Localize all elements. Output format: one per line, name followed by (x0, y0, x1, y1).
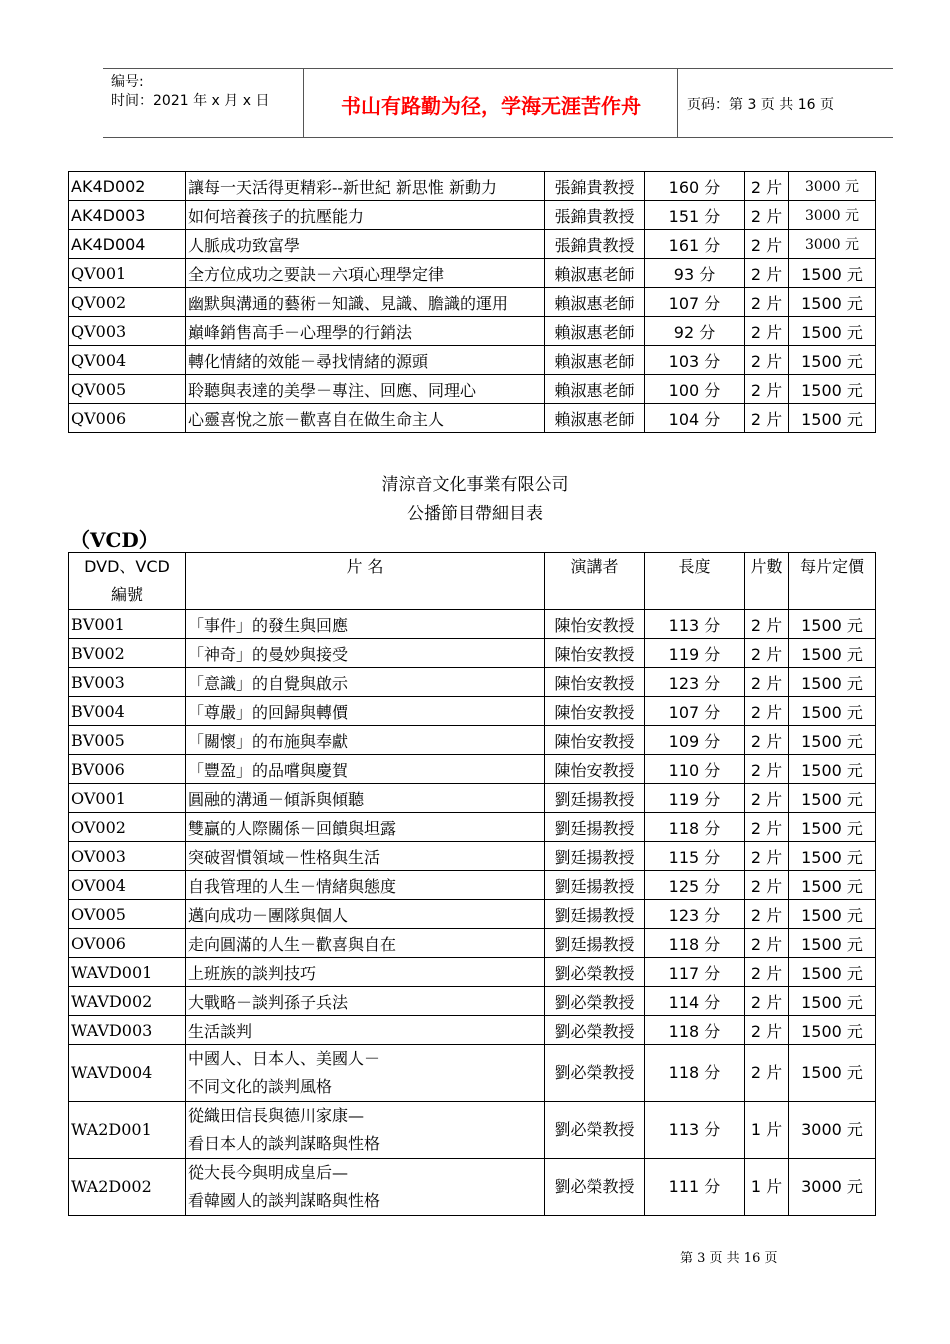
cell-code: OV005 (69, 900, 186, 929)
vcd-program-table (68, 552, 876, 1216)
cell-count: 2 片 (745, 172, 789, 201)
cell-count: 2 片 (745, 404, 789, 433)
cell-speaker: 賴淑惠老師 (545, 259, 645, 288)
cell-speaker: 張錦貴教授 (545, 172, 645, 201)
cell-length: 119 分 (645, 639, 745, 668)
cell-count: 2 片 (745, 230, 789, 259)
cell-count: 2 片 (745, 375, 789, 404)
cell-code: QV003 (69, 317, 186, 346)
table-row (69, 813, 876, 842)
table-row (69, 1102, 876, 1159)
cell-title: 從大長今與明成皇后— 看韓國人的談判謀略與性格 (186, 1159, 545, 1216)
cell-price: 1500 元 (789, 755, 876, 784)
cell-length: 107 分 (645, 697, 745, 726)
cell-price: 1500 元 (789, 668, 876, 697)
cell-count: 2 片 (745, 987, 789, 1016)
cell-length: 118 分 (645, 929, 745, 958)
cell-count: 2 片 (745, 813, 789, 842)
program-table-continued (68, 171, 876, 433)
cell-count: 2 片 (745, 929, 789, 958)
number-label: 编号: (111, 74, 144, 90)
cell-price: 1500 元 (789, 259, 876, 288)
table-row (69, 842, 876, 871)
cell-price: 3000 元 (789, 230, 876, 259)
cell-title: 上班族的談判技巧 (186, 958, 545, 987)
cell-price: 1500 元 (789, 900, 876, 929)
cell-price: 1500 元 (789, 610, 876, 639)
cell-speaker: 劉廷揚教授 (545, 900, 645, 929)
cell-count: 2 片 (745, 842, 789, 871)
company-name: 清涼音文化事業有限公司 (381, 475, 569, 495)
header-divider (677, 69, 678, 137)
table-row (69, 230, 876, 259)
table-row (69, 987, 876, 1016)
header-meta (111, 73, 269, 111)
cell-count: 2 片 (745, 639, 789, 668)
cell-speaker: 劉廷揚教授 (545, 813, 645, 842)
cell-length: 109 分 (645, 726, 745, 755)
cell-price: 1500 元 (789, 1016, 876, 1045)
cell-length: 110 分 (645, 755, 745, 784)
cell-title: 「關懷」的布施與奉獻 (186, 726, 545, 755)
cell-count: 2 片 (745, 259, 789, 288)
cell-length: 125 分 (645, 871, 745, 900)
cell-title: 雙贏的人際關係－回饋與坦露 (186, 813, 545, 842)
cell-code: BV004 (69, 697, 186, 726)
cell-title: 「事件」的發生與回應 (186, 610, 545, 639)
cell-code: WAVD003 (69, 1016, 186, 1045)
cell-code: WAVD004 (69, 1045, 186, 1102)
table-row (69, 755, 876, 784)
header-code: DVD、VCD 編號 (69, 553, 186, 610)
cell-code: BV003 (69, 668, 186, 697)
cell-title: 讓每一天活得更精彩--新世紀 新思惟 新動力 (186, 172, 545, 201)
cell-speaker: 賴淑惠老師 (545, 404, 645, 433)
cell-title: 如何培養孩子的抗壓能力 (186, 201, 545, 230)
cell-price: 1500 元 (789, 375, 876, 404)
cell-speaker: 陳怡安教授 (545, 610, 645, 639)
cell-speaker: 陳怡安教授 (545, 668, 645, 697)
table-row (69, 639, 876, 668)
cell-title: 巔峰銷售高手－心理學的行銷法 (186, 317, 545, 346)
cell-code: BV005 (69, 726, 186, 755)
cell-code: BV001 (69, 610, 186, 639)
cell-speaker: 劉必榮教授 (545, 1016, 645, 1045)
cell-code: AK4D003 (69, 201, 186, 230)
cell-count: 2 片 (745, 288, 789, 317)
cell-count: 2 片 (745, 610, 789, 639)
cell-code: WAVD002 (69, 987, 186, 1016)
cell-count: 2 片 (745, 668, 789, 697)
table-row (69, 1016, 876, 1045)
cell-count: 2 片 (745, 726, 789, 755)
section-label: （VCD） (70, 528, 159, 552)
cell-title: 邁向成功－團隊與個人 (186, 900, 545, 929)
cell-count: 2 片 (745, 900, 789, 929)
cell-length: 161 分 (645, 230, 745, 259)
cell-price: 1500 元 (789, 288, 876, 317)
cell-count: 2 片 (745, 317, 789, 346)
cell-title: 生活談判 (186, 1016, 545, 1045)
cell-count: 2 片 (745, 346, 789, 375)
cell-title: 聆聽與表達的美學－專注、回應、同理心 (186, 375, 545, 404)
header-length: 長度 (645, 553, 745, 610)
cell-price: 1500 元 (789, 1045, 876, 1102)
cell-speaker: 陳怡安教授 (545, 726, 645, 755)
cell-count: 2 片 (745, 784, 789, 813)
cell-title: 「尊嚴」的回歸與轉價 (186, 697, 545, 726)
table-row (69, 929, 876, 958)
cell-speaker: 劉必榮教授 (545, 958, 645, 987)
cell-length: 117 分 (645, 958, 745, 987)
cell-speaker: 劉必榮教授 (545, 1045, 645, 1102)
cell-price: 1500 元 (789, 958, 876, 987)
cell-title: 突破習慣領域－性格與生活 (186, 842, 545, 871)
cell-price: 1500 元 (789, 929, 876, 958)
cell-title: 中國人、日本人、美國人－ 不同文化的談判風格 (186, 1045, 545, 1102)
table-row (69, 784, 876, 813)
cell-length: 100 分 (645, 375, 745, 404)
table-row (69, 668, 876, 697)
cell-speaker: 劉必榮教授 (545, 1159, 645, 1216)
cell-speaker: 賴淑惠老師 (545, 317, 645, 346)
cell-count: 2 片 (745, 1016, 789, 1045)
cell-code: OV004 (69, 871, 186, 900)
cell-title: 「神奇」的曼妙與接受 (186, 639, 545, 668)
cell-price: 1500 元 (789, 871, 876, 900)
cell-speaker: 劉必榮教授 (545, 987, 645, 1016)
cell-length: 93 分 (645, 259, 745, 288)
cell-speaker: 張錦貴教授 (545, 201, 645, 230)
cell-speaker: 劉廷揚教授 (545, 871, 645, 900)
cell-speaker: 賴淑惠老師 (545, 288, 645, 317)
cell-code: BV002 (69, 639, 186, 668)
cell-title: 幽默與溝通的藝術－知識、見識、膽識的運用 (186, 288, 545, 317)
cell-price: 1500 元 (789, 697, 876, 726)
cell-length: 119 分 (645, 784, 745, 813)
cell-price: 3000 元 (789, 201, 876, 230)
cell-title: 心靈喜悅之旅－歡喜自在做生命主人 (186, 404, 545, 433)
header-title: 片 名 (186, 553, 545, 610)
table-row (69, 288, 876, 317)
cell-title: 「意識」的自覺與啟示 (186, 668, 545, 697)
table-row (69, 697, 876, 726)
cell-count: 2 片 (745, 871, 789, 900)
table-row (69, 726, 876, 755)
cell-title: 圓融的溝通－傾訴與傾聽 (186, 784, 545, 813)
cell-code: BV006 (69, 755, 186, 784)
cell-length: 107 分 (645, 288, 745, 317)
cell-length: 113 分 (645, 610, 745, 639)
cell-code: AK4D004 (69, 230, 186, 259)
cell-length: 114 分 (645, 987, 745, 1016)
cell-code: QV001 (69, 259, 186, 288)
cell-speaker: 陳怡安教授 (545, 639, 645, 668)
table-row (69, 871, 876, 900)
header-speaker: 演講者 (545, 553, 645, 610)
cell-count: 1 片 (745, 1102, 789, 1159)
table-row (69, 259, 876, 288)
cell-title: 大戰略－談判孫子兵法 (186, 987, 545, 1016)
header-divider (303, 69, 304, 137)
cell-code: OV003 (69, 842, 186, 871)
table-row (69, 172, 876, 201)
cell-price: 1500 元 (789, 842, 876, 871)
cell-length: 92 分 (645, 317, 745, 346)
cell-code: QV002 (69, 288, 186, 317)
table-row (69, 317, 876, 346)
table-subtitle: 公播節目帶細目表 (407, 504, 543, 524)
header-price: 每片定價 (789, 553, 876, 610)
header-count: 片數 (745, 553, 789, 610)
cell-count: 2 片 (745, 755, 789, 784)
table-row (69, 375, 876, 404)
table-row (69, 346, 876, 375)
cell-title: 轉化情緒的效能－尋找情緒的源頭 (186, 346, 545, 375)
cell-length: 118 分 (645, 813, 745, 842)
cell-length: 103 分 (645, 346, 745, 375)
cell-speaker: 陳怡安教授 (545, 755, 645, 784)
page-header (103, 68, 893, 138)
cell-length: 115 分 (645, 842, 745, 871)
header-motto: 书山有路勤为径，学海无涯苦作舟 (341, 94, 641, 118)
cell-price: 1500 元 (789, 784, 876, 813)
cell-code: WAVD001 (69, 958, 186, 987)
cell-title: 全方位成功之要訣－六項心理學定律 (186, 259, 545, 288)
cell-speaker: 劉廷揚教授 (545, 929, 645, 958)
cell-length: 118 分 (645, 1045, 745, 1102)
table-row (69, 404, 876, 433)
cell-speaker: 劉必榮教授 (545, 1102, 645, 1159)
cell-code: QV004 (69, 346, 186, 375)
cell-price: 1500 元 (789, 346, 876, 375)
header-page-label: 页码：第 3 页 共 16 页 (687, 97, 834, 113)
page-footer: 第 3 页 共 16 页 (680, 1251, 778, 1266)
cell-price: 1500 元 (789, 404, 876, 433)
cell-price: 1500 元 (789, 987, 876, 1016)
cell-title: 走向圓滿的人生－歡喜與自在 (186, 929, 545, 958)
cell-title: 人脈成功致富學 (186, 230, 545, 259)
cell-code: QV005 (69, 375, 186, 404)
cell-code: QV006 (69, 404, 186, 433)
cell-length: 104 分 (645, 404, 745, 433)
table-row (69, 610, 876, 639)
cell-speaker: 賴淑惠老師 (545, 346, 645, 375)
cell-length: 113 分 (645, 1102, 745, 1159)
cell-length: 111 分 (645, 1159, 745, 1216)
table-header-row (69, 553, 876, 610)
cell-length: 151 分 (645, 201, 745, 230)
table-row (69, 958, 876, 987)
cell-code: OV001 (69, 784, 186, 813)
cell-title: 「豐盈」的品嚐與慶賀 (186, 755, 545, 784)
cell-price: 3000 元 (789, 1159, 876, 1216)
cell-title: 自我管理的人生－情緒與態度 (186, 871, 545, 900)
cell-price: 1500 元 (789, 726, 876, 755)
cell-price: 1500 元 (789, 317, 876, 346)
cell-speaker: 賴淑惠老師 (545, 375, 645, 404)
cell-price: 1500 元 (789, 639, 876, 668)
table-row (69, 1159, 876, 1216)
cell-count: 1 片 (745, 1159, 789, 1216)
cell-code: WA2D001 (69, 1102, 186, 1159)
cell-speaker: 張錦貴教授 (545, 230, 645, 259)
cell-code: WA2D002 (69, 1159, 186, 1216)
cell-count: 2 片 (745, 697, 789, 726)
cell-length: 123 分 (645, 668, 745, 697)
table-row (69, 900, 876, 929)
cell-speaker: 劉廷揚教授 (545, 842, 645, 871)
cell-title: 從織田信長與德川家康— 看日本人的談判謀略與性格 (186, 1102, 545, 1159)
cell-count: 2 片 (745, 201, 789, 230)
cell-code: OV006 (69, 929, 186, 958)
cell-length: 160 分 (645, 172, 745, 201)
cell-speaker: 陳怡安教授 (545, 697, 645, 726)
cell-code: OV002 (69, 813, 186, 842)
table-row (69, 201, 876, 230)
table-row (69, 1045, 876, 1102)
time-label: 时间：2021 年 x 月 x 日 (111, 93, 270, 109)
cell-count: 2 片 (745, 1045, 789, 1102)
cell-speaker: 劉廷揚教授 (545, 784, 645, 813)
cell-price: 1500 元 (789, 813, 876, 842)
cell-count: 2 片 (745, 958, 789, 987)
cell-price: 3000 元 (789, 172, 876, 201)
cell-length: 123 分 (645, 900, 745, 929)
cell-price: 3000 元 (789, 1102, 876, 1159)
cell-length: 118 分 (645, 1016, 745, 1045)
cell-code: AK4D002 (69, 172, 186, 201)
